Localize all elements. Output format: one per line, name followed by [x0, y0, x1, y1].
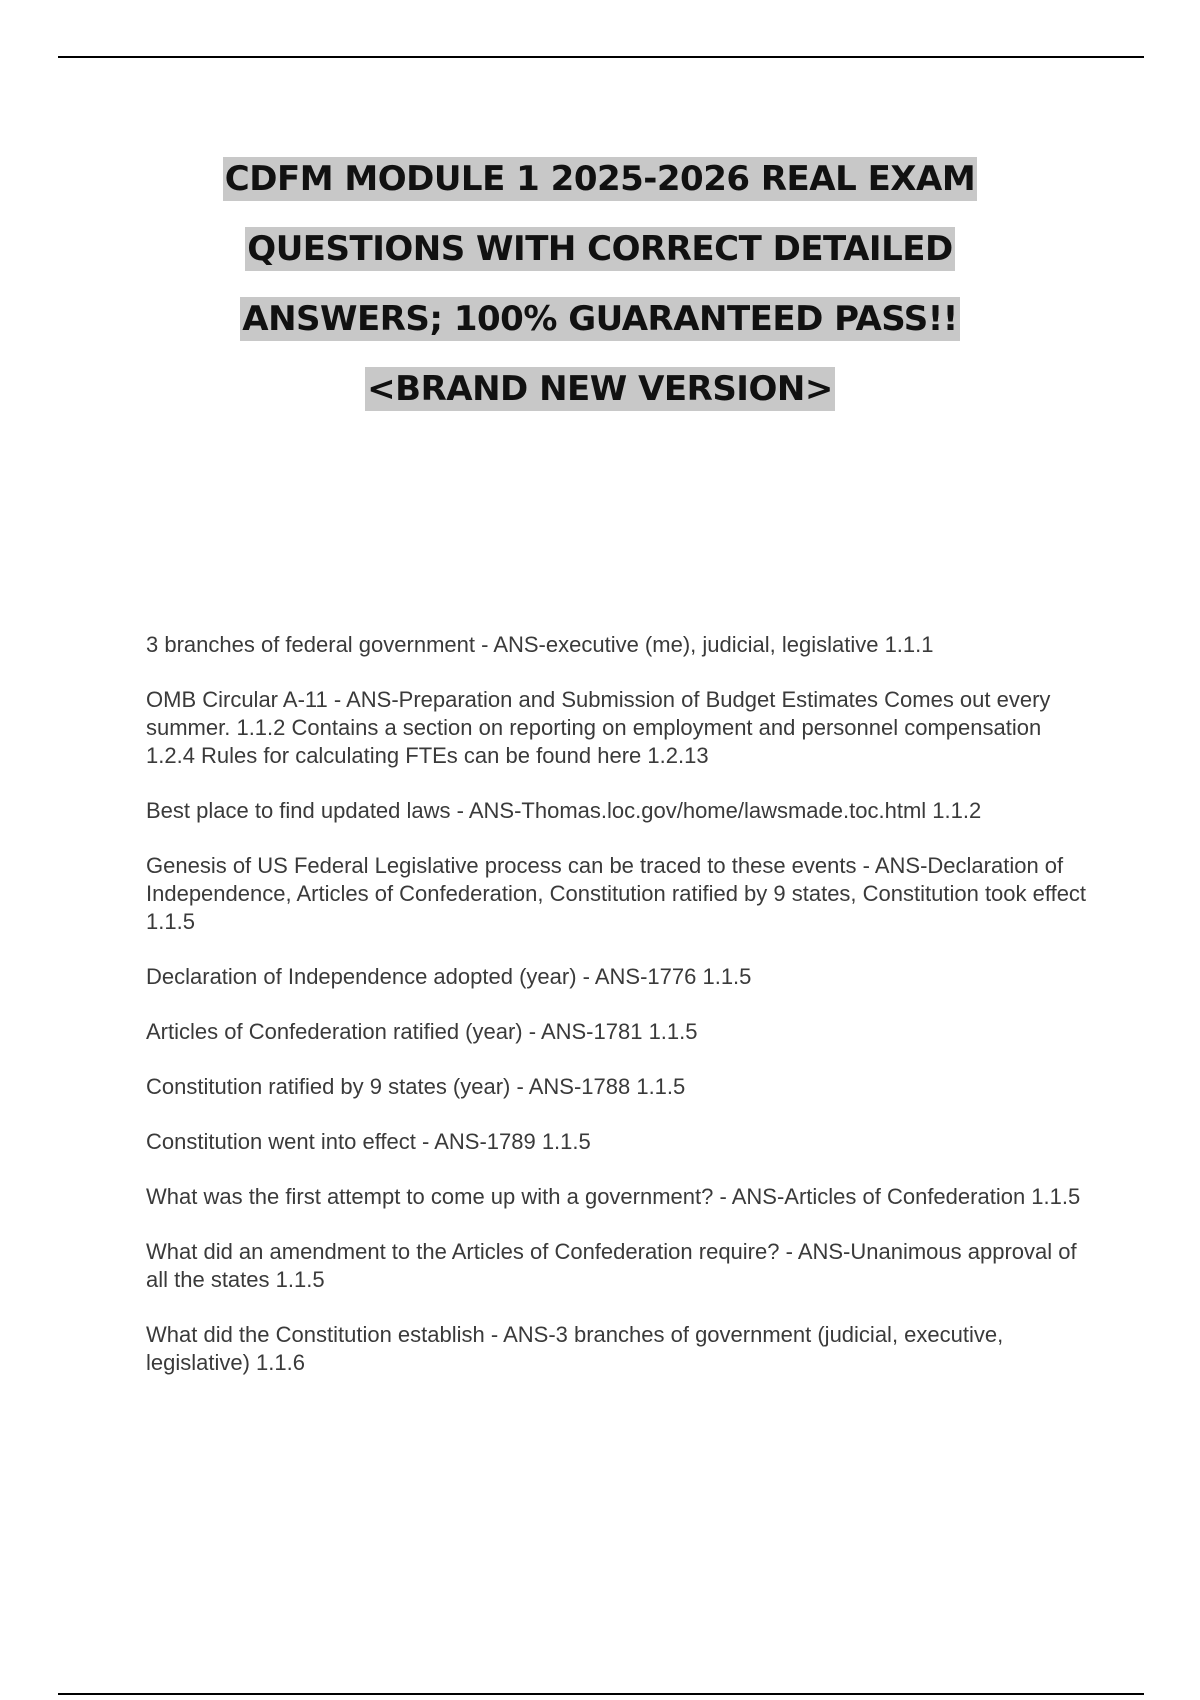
qa-list: [146, 631, 1096, 1404]
document-title: [0, 144, 1200, 424]
qa-item: What did an amendment to the Articles of Confederation require? - ANS-Unanimous approval of all the states 1.1.5: [146, 1239, 1077, 1292]
qa-item: Genesis of US Federal Legislative process can be traced to these events - ANS-Declaration of Independence, Articles of Confederation, Constitution ratified by 9 states, Constitution took effect 1.1.5: [146, 853, 1087, 934]
title-line-1: [0, 144, 1200, 214]
qa-item: Constitution went into effect - ANS-1789 1.1.5: [146, 1129, 591, 1154]
title-line-3-text: ANSWERS; 100% GUARANTEED PASS!!: [242, 299, 958, 339]
top-rule: [58, 56, 1144, 58]
bottom-rule: [58, 1693, 1144, 1695]
title-line-4: [0, 354, 1200, 424]
qa-item: 3 branches of federal government - ANS-executive (me), judicial, legislative 1.1.1: [146, 632, 934, 657]
qa-item: What did the Constitution establish - ANS-3 branches of government (judicial, executive, legislative) 1.1.6: [146, 1322, 1004, 1375]
title-line-4-text: <BRAND NEW VERSION>: [367, 369, 833, 409]
title-line-3: [0, 284, 1200, 354]
qa-item: Articles of Confederation ratified (year) - ANS-1781 1.1.5: [146, 1019, 698, 1044]
title-line-2: [0, 214, 1200, 284]
title-line-2-text: QUESTIONS WITH CORRECT DETAILED: [247, 229, 953, 269]
qa-item: What was the first attempt to come up with a government? - ANS-Articles of Confederation 1.1.5: [146, 1184, 1081, 1209]
qa-item: Constitution ratified by 9 states (year) - ANS-1788 1.1.5: [146, 1074, 686, 1099]
qa-item: Declaration of Independence adopted (year) - ANS-1776 1.1.5: [146, 964, 752, 989]
title-line-1-text: CDFM MODULE 1 2025-2026 REAL EXAM: [224, 159, 976, 199]
qa-item: Best place to find updated laws - ANS-Thomas.loc.gov/home/lawsmade.toc.html 1.1.2: [146, 798, 982, 823]
qa-item: OMB Circular A-11 - ANS-Preparation and Submission of Budget Estimates Comes out every summer. 1.1.2 Contains a section on reporting on employment and personnel compensation 1.2.4 Rules for calculating FTEs can be found here 1.2.13: [146, 687, 1051, 768]
